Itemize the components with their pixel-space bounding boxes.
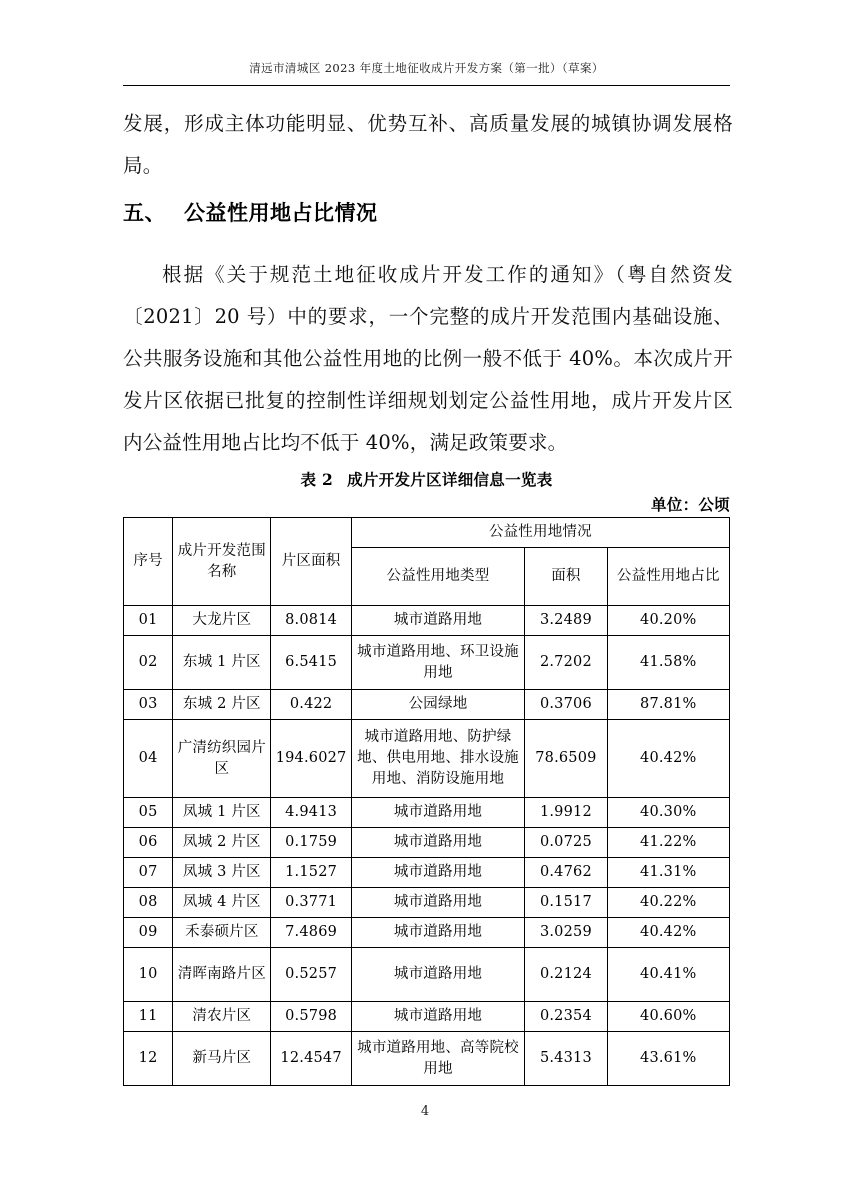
- page-title: [123, 198, 733, 228]
- running-header: [123, 57, 730, 76]
- column-header-public-ratio: 公益性用地占比: [607, 548, 729, 606]
- table-row: [124, 888, 730, 918]
- paragraph-policy-block: [123, 254, 733, 464]
- table-header-row-group: [124, 518, 730, 548]
- cell-public-type: 城市道路用地: [351, 888, 525, 918]
- cell-public-type: 城市道路用地: [351, 858, 525, 888]
- cell-name: 凤城 3 片区: [173, 858, 271, 888]
- cell-public-ratio: 40.20%: [607, 606, 729, 636]
- cell-public-ratio: 40.60%: [607, 1002, 729, 1032]
- cell-name: 凤城 1 片区: [173, 798, 271, 828]
- table-row: [124, 948, 730, 1002]
- table-row: [124, 858, 730, 888]
- cell-public-type: 公园绿地: [351, 690, 525, 720]
- cell-name: 清晖南路片区: [173, 948, 271, 1002]
- cell-seq: 01: [124, 606, 173, 636]
- table-header: [124, 518, 730, 606]
- cell-seq: 06: [124, 828, 173, 858]
- cell-public-type: 城市道路用地: [351, 918, 525, 948]
- cell-public-area: 0.1517: [525, 888, 607, 918]
- cell-public-ratio: 41.58%: [607, 636, 729, 690]
- header-rule-divider: [123, 85, 730, 86]
- cell-name: 广清纺织园片区: [173, 720, 271, 798]
- cell-public-type: 城市道路用地、高等院校用地: [351, 1032, 525, 1086]
- cell-public-ratio: 41.22%: [607, 828, 729, 858]
- cell-public-ratio: 40.42%: [607, 918, 729, 948]
- cell-name: 凤城 2 片区: [173, 828, 271, 858]
- paragraph-continued-block: [123, 103, 733, 187]
- cell-name: 清农片区: [173, 1002, 271, 1032]
- section-heading-block: [123, 198, 733, 228]
- table-row: [124, 720, 730, 798]
- column-header-seq: 序号: [124, 518, 173, 606]
- column-header-public-type: 公益性用地类型: [351, 548, 525, 606]
- cell-area: 0.3771: [271, 888, 351, 918]
- cell-public-area: 3.2489: [525, 606, 607, 636]
- cell-public-type: 城市道路用地: [351, 1002, 525, 1032]
- table-row: [124, 918, 730, 948]
- table-caption: [123, 468, 730, 490]
- cell-public-type: 城市道路用地: [351, 828, 525, 858]
- table-row: [124, 606, 730, 636]
- column-header-area: 片区面积: [271, 518, 351, 606]
- column-header-public-group: 公益性用地情况: [351, 518, 729, 548]
- cell-area: 0.5257: [271, 948, 351, 1002]
- cell-public-area: 0.2354: [525, 1002, 607, 1032]
- cell-area: 0.1759: [271, 828, 351, 858]
- cell-public-ratio: 43.61%: [607, 1032, 729, 1086]
- cell-public-ratio: 87.81%: [607, 690, 729, 720]
- cell-public-type: 城市道路用地: [351, 948, 525, 1002]
- cell-name: 新马片区: [173, 1032, 271, 1086]
- cell-seq: 11: [124, 1002, 173, 1032]
- cell-area: 12.4547: [271, 1032, 351, 1086]
- table-unit-note: 单位：公顷: [650, 495, 730, 514]
- paragraph-continued: 发展，形成主体功能明显、优势互补、高质量发展的城镇协调发展格局。: [123, 112, 733, 177]
- cell-area: 0.5798: [271, 1002, 351, 1032]
- cell-public-area: 0.3706: [525, 690, 607, 720]
- cell-public-type: 城市道路用地: [351, 798, 525, 828]
- cell-public-area: 78.6509: [525, 720, 607, 798]
- cell-name: 禾泰硕片区: [173, 918, 271, 948]
- development-areas-table: [123, 517, 730, 1086]
- cell-public-area: 2.7202: [525, 636, 607, 690]
- paragraph-policy: 根据《关于规范土地征收成片开发工作的通知》（粤自然资发〔2021〕20 号）中的要求，一个完整的成片开发范围内基础设施、公共服务设施和其他公益性用地的比例一般不低于 40%。本次成片开发片区依据已批复的控制性详细规划划定公益性用地，成片开发片区内公益性用地占比均不低于 40%，满足政策要求。: [123, 263, 733, 454]
- cell-area: 4.9413: [271, 798, 351, 828]
- cell-seq: 12: [124, 1032, 173, 1086]
- cell-public-type: 城市道路用地: [351, 606, 525, 636]
- cell-public-area: 1.9912: [525, 798, 607, 828]
- column-header-name: 成片开发范围名称: [173, 518, 271, 606]
- table-body: [124, 606, 730, 1086]
- table-caption-number: 表 2: [300, 470, 334, 489]
- cell-name: 凤城 4 片区: [173, 888, 271, 918]
- cell-public-area: 0.4762: [525, 858, 607, 888]
- cell-seq: 04: [124, 720, 173, 798]
- cell-area: 6.5415: [271, 636, 351, 690]
- cell-public-area: 0.2124: [525, 948, 607, 1002]
- table-row: [124, 828, 730, 858]
- running-header-text: 清远市清城区 2023 年度土地征收成片开发方案（第一批）（草案）: [249, 61, 604, 75]
- cell-public-area: 0.0725: [525, 828, 607, 858]
- table-row: [124, 798, 730, 828]
- table-row: [124, 690, 730, 720]
- cell-name: 东城 1 片区: [173, 636, 271, 690]
- cell-public-area: 5.4313: [525, 1032, 607, 1086]
- cell-public-ratio: 40.30%: [607, 798, 729, 828]
- cell-name: 大龙片区: [173, 606, 271, 636]
- table-row: [124, 636, 730, 690]
- cell-seq: 03: [124, 690, 173, 720]
- cell-seq: 09: [124, 918, 173, 948]
- cell-seq: 02: [124, 636, 173, 690]
- cell-public-ratio: 40.41%: [607, 948, 729, 1002]
- section-title: 公益性用地占比情况: [184, 201, 378, 225]
- cell-seq: 05: [124, 798, 173, 828]
- table-row: [124, 1002, 730, 1032]
- cell-name: 东城 2 片区: [173, 690, 271, 720]
- cell-area: 8.0814: [271, 606, 351, 636]
- cell-seq: 07: [124, 858, 173, 888]
- cell-area: 7.4869: [271, 918, 351, 948]
- cell-public-area: 3.0259: [525, 918, 607, 948]
- cell-area: 194.6027: [271, 720, 351, 798]
- table-row: [124, 1032, 730, 1086]
- cell-public-ratio: 40.42%: [607, 720, 729, 798]
- cell-area: 0.422: [271, 690, 351, 720]
- section-number: 五、: [123, 201, 166, 225]
- cell-public-type: 城市道路用地、防护绿地、供电用地、排水设施用地、消防设施用地: [351, 720, 525, 798]
- cell-seq: 08: [124, 888, 173, 918]
- cell-public-ratio: 40.22%: [607, 888, 729, 918]
- cell-public-ratio: 41.31%: [607, 858, 729, 888]
- cell-public-type: 城市道路用地、环卫设施用地: [351, 636, 525, 690]
- column-header-public-area: 面积: [525, 548, 607, 606]
- page-number: 4: [420, 1104, 430, 1119]
- cell-area: 1.1527: [271, 858, 351, 888]
- table-caption-title: 成片开发片区详细信息一览表: [347, 470, 553, 489]
- cell-seq: 10: [124, 948, 173, 1002]
